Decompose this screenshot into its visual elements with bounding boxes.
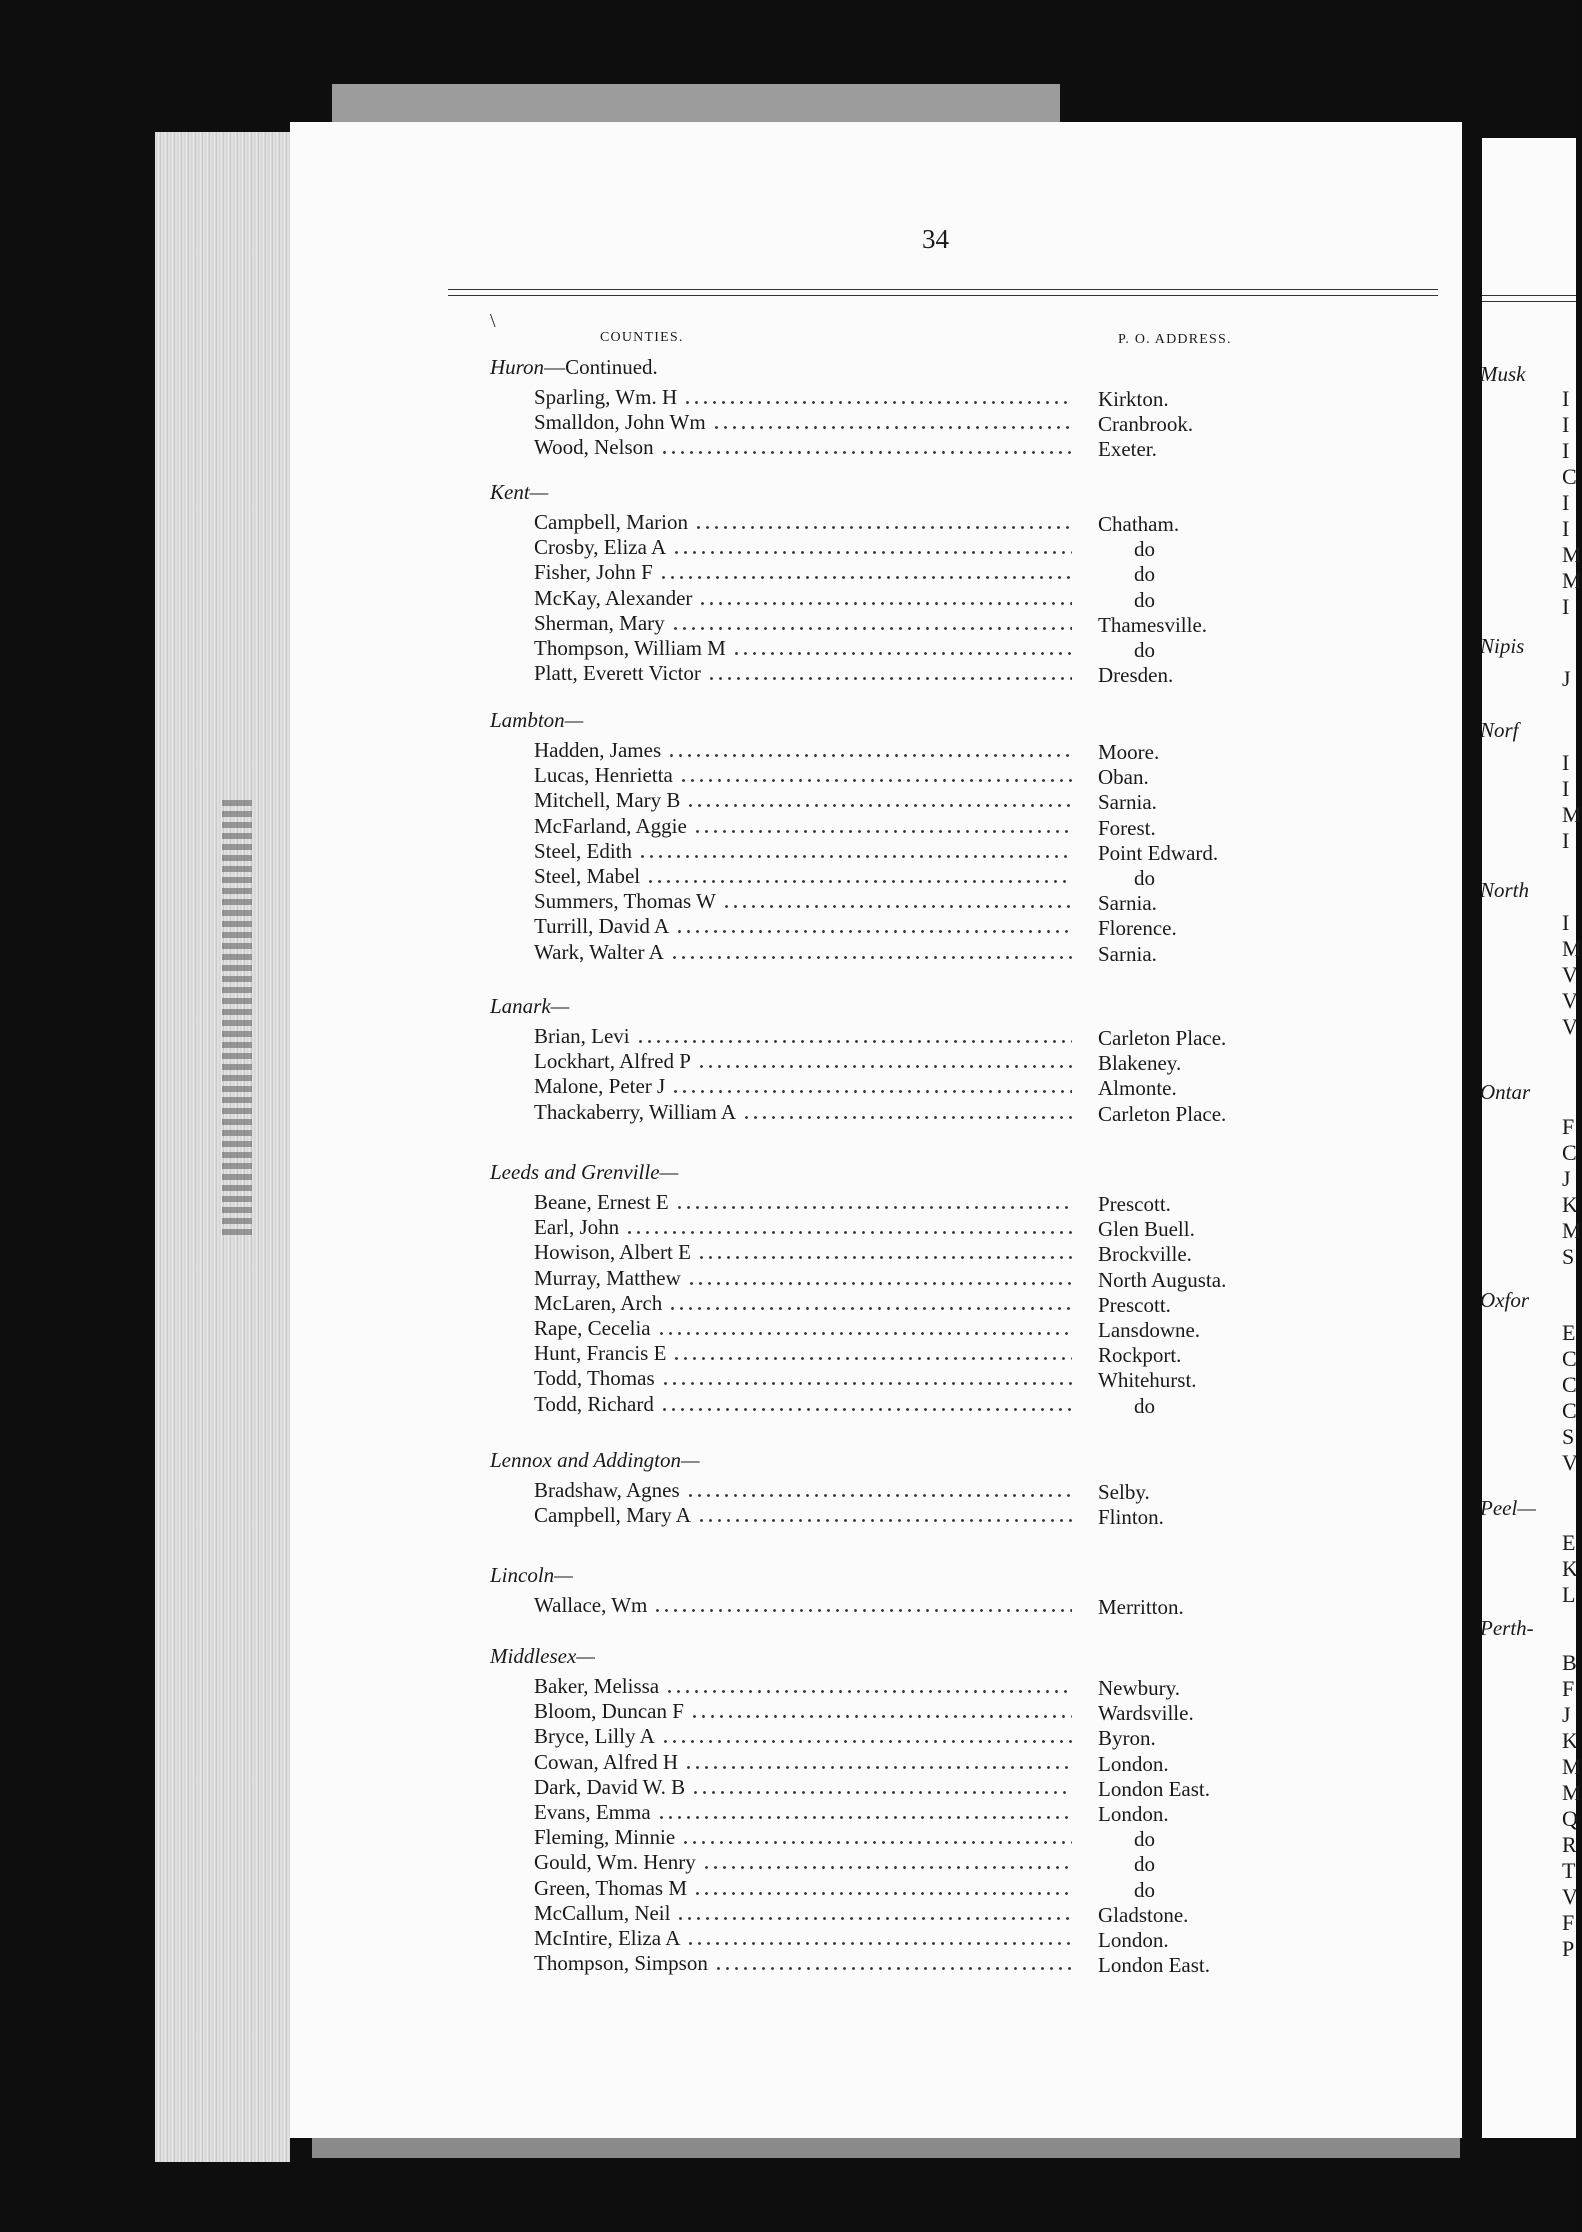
list-item <box>534 510 1080 535</box>
dot-leader <box>686 1942 1072 1945</box>
list-item <box>534 864 1080 889</box>
po-address: do <box>1134 562 1155 587</box>
teacher-name: Campbell, Marion <box>534 510 688 534</box>
teacher-name: McLaren, Arch <box>534 1290 663 1315</box>
county-continued: —Continued. <box>544 355 658 379</box>
dot-leader <box>657 1816 1072 1819</box>
list-item <box>534 1699 1080 1724</box>
dot-leader <box>636 1040 1072 1043</box>
adjacent-entry-initial: M <box>1562 936 1582 961</box>
list-item <box>534 1316 1080 1341</box>
adjacent-county-heading: Musk <box>1480 362 1526 386</box>
po-address: Newbury. <box>1098 1676 1181 1700</box>
adjacent-entry-initial: I <box>1562 516 1570 541</box>
list-item <box>534 814 1080 839</box>
county-heading <box>490 1563 573 1588</box>
dot-leader <box>732 652 1072 655</box>
adjacent-entry-initial: V <box>1562 1014 1578 1039</box>
dot-leader <box>671 1090 1072 1093</box>
po-address: do <box>1134 537 1155 562</box>
dot-leader <box>714 1967 1072 1970</box>
dot-leader <box>660 1408 1072 1411</box>
list-item <box>534 914 1080 939</box>
adjacent-entry-initial: I <box>1562 594 1570 619</box>
adjacent-entry-initial: V <box>1562 988 1578 1013</box>
list-item <box>534 1190 1080 1215</box>
adjacent-entry-initial: C <box>1562 464 1577 489</box>
adjacent-header-rule <box>1482 295 1576 296</box>
teacher-name: Evans, Emma <box>534 1800 651 1824</box>
dot-leader <box>693 1892 1072 1895</box>
teacher-name: Lockhart, Alfred P <box>534 1049 691 1074</box>
po-address: Prescott. <box>1098 1292 1171 1317</box>
adjacent-header-rule <box>1482 301 1576 302</box>
list-item <box>534 385 1080 410</box>
po-address: Lansdowne. <box>1098 1318 1201 1342</box>
dot-leader <box>653 1609 1072 1612</box>
header-rule <box>448 289 1438 290</box>
county-heading <box>490 1644 595 1669</box>
po-address: Point Edward. <box>1098 840 1219 865</box>
page-number: 34 <box>922 224 949 254</box>
adjacent-entry-initial: S <box>1562 1244 1575 1269</box>
teacher-name: Rape, Cecelia <box>534 1316 651 1340</box>
po-address: Flinton. <box>1098 1505 1164 1530</box>
adjacent-entry-initial: R <box>1562 1832 1577 1857</box>
teacher-name: Campbell, Mary A <box>534 1503 691 1528</box>
po-address: Florence. <box>1098 916 1177 941</box>
list-item <box>534 1593 1080 1618</box>
adjacent-entry-initial: Q <box>1562 1806 1578 1831</box>
list-item <box>534 586 1080 611</box>
adjacent-entry-initial: L <box>1562 1582 1576 1607</box>
adjacent-county-heading: North <box>1480 878 1530 902</box>
dot-leader <box>659 576 1072 579</box>
list-item <box>534 788 1080 813</box>
list-item <box>534 1926 1080 1951</box>
adjacent-county-heading: Oxfor <box>1480 1288 1529 1312</box>
po-address: Carleton Place. <box>1098 1026 1227 1050</box>
adjacent-entry-initial: I <box>1562 412 1570 437</box>
county-name: Leeds and Grenville— <box>490 1160 679 1184</box>
po-address: Whitehurst. <box>1098 1368 1197 1393</box>
dot-leader <box>661 1740 1072 1743</box>
list-item <box>534 1724 1080 1749</box>
list-item <box>534 560 1080 585</box>
adjacent-entry-initial: I <box>1562 750 1570 775</box>
po-address: North Augusta. <box>1098 1267 1227 1292</box>
list-item <box>534 1503 1080 1528</box>
dot-leader <box>679 779 1072 782</box>
list-item <box>534 839 1080 864</box>
county-name: Middlesex— <box>490 1644 595 1668</box>
po-address: London. <box>1098 1928 1169 1952</box>
list-item <box>534 1901 1080 1926</box>
library-stamp <box>222 800 252 1240</box>
scan-strip-top <box>332 84 1060 124</box>
adjacent-county-heading: Perth- <box>1480 1616 1534 1640</box>
adjacent-entry-initial: M <box>1562 542 1582 567</box>
dot-leader <box>675 1206 1072 1209</box>
teacher-name: Thackaberry, William A <box>534 1099 737 1124</box>
counties-header: COUNTIES. <box>600 330 684 345</box>
po-address: London East. <box>1098 1953 1210 1978</box>
teacher-name: Cowan, Alfred H <box>534 1749 679 1774</box>
teacher-name: Fleming, Minnie <box>534 1825 676 1850</box>
adjacent-entry-initial: M <box>1562 1780 1582 1805</box>
list-item <box>534 1850 1080 1875</box>
adjacent-entry-initial: M <box>1562 1754 1582 1779</box>
adjacent-entry-initial: C <box>1562 1398 1577 1423</box>
list-item <box>534 889 1080 914</box>
teacher-name: Fisher, John F <box>534 560 653 585</box>
teacher-name: Baker, Melissa <box>534 1674 660 1698</box>
list-item <box>534 738 1080 763</box>
list-item <box>534 1291 1080 1316</box>
list-item <box>534 763 1080 788</box>
dot-leader <box>684 1766 1072 1769</box>
adjacent-entry-initial: I <box>1562 828 1570 853</box>
adjacent-entry-initial: V <box>1562 1450 1578 1475</box>
adjacent-entry-initial: C <box>1562 1346 1577 1371</box>
pencil-mark: \ <box>490 310 496 332</box>
adjacent-entry-initial: I <box>1562 386 1570 411</box>
po-address: Chatham. <box>1098 512 1180 536</box>
adjacent-entry-initial: M <box>1562 1218 1582 1243</box>
adjacent-entry-initial: F <box>1562 1910 1575 1935</box>
teacher-name: Beane, Ernest E <box>534 1190 669 1214</box>
county-name: Lincoln— <box>490 1563 573 1587</box>
teacher-name: Hadden, James <box>534 738 662 762</box>
po-address: do <box>1134 1877 1155 1902</box>
po-address: Oban. <box>1098 765 1149 790</box>
teacher-name: Wark, Walter A <box>534 939 664 964</box>
po-address: Almonte. <box>1098 1076 1177 1101</box>
dot-leader <box>683 401 1072 404</box>
list-item <box>534 1240 1080 1265</box>
adjacent-entry-initial: V <box>1562 962 1578 987</box>
adjacent-entry-initial: I <box>1562 438 1570 463</box>
teacher-name: Bloom, Duncan F <box>534 1699 684 1724</box>
dot-leader <box>681 1841 1072 1844</box>
dot-leader <box>691 1791 1072 1794</box>
po-address: do <box>1134 1827 1155 1852</box>
adjacent-entry-initial: S <box>1562 1424 1575 1449</box>
teacher-name: McCallum, Neil <box>534 1900 671 1925</box>
teacher-name: Hunt, Francis E <box>534 1341 667 1366</box>
list-item <box>534 636 1080 661</box>
teacher-name: McIntire, Eliza A <box>534 1926 681 1950</box>
adjacent-entry-initial: F <box>1562 1114 1575 1139</box>
list-item <box>534 1392 1080 1417</box>
po-address: Byron. <box>1098 1726 1156 1751</box>
list-item <box>534 1100 1080 1125</box>
list-item <box>534 1266 1080 1291</box>
adjacent-page <box>1480 138 1582 2138</box>
teacher-name: Steel, Edith <box>534 838 632 863</box>
adjacent-entry-initial: E <box>1562 1320 1576 1345</box>
dot-leader <box>676 1917 1072 1920</box>
list-item <box>534 661 1080 686</box>
teacher-name: McKay, Alexander <box>534 585 693 610</box>
adjacent-entry-initial: M <box>1562 802 1582 827</box>
po-address: Sarnia. <box>1098 941 1157 966</box>
adjacent-entry-initial: J <box>1562 666 1571 691</box>
po-address: do <box>1134 1393 1155 1418</box>
list-item <box>534 1951 1080 1976</box>
adjacent-county-heading: Ontar <box>1480 1080 1531 1104</box>
adjacent-entry-initial: K <box>1562 1728 1578 1753</box>
po-address: London. <box>1098 1802 1169 1826</box>
adjacent-entry-initial: J <box>1562 1702 1571 1727</box>
list-item <box>534 1366 1080 1391</box>
dot-leader <box>702 1866 1072 1869</box>
adjacent-county-heading: Peel— <box>1480 1496 1536 1520</box>
dot-leader <box>646 880 1072 883</box>
po-address: Exeter. <box>1098 437 1157 462</box>
list-item <box>534 1074 1080 1099</box>
dot-leader <box>722 905 1072 908</box>
list-item <box>534 1341 1080 1366</box>
list-item <box>534 1215 1080 1240</box>
dot-leader <box>697 1065 1072 1068</box>
teacher-name: Sparling, Wm. H <box>534 385 678 409</box>
dot-leader <box>707 677 1072 680</box>
po-address: Prescott. <box>1098 1192 1171 1216</box>
list-item <box>534 1024 1080 1049</box>
list-item <box>534 410 1080 435</box>
county-heading <box>490 480 548 505</box>
county-name: Huron <box>490 355 545 379</box>
adjacent-entry-initial: J <box>1562 1166 1571 1191</box>
dot-leader <box>690 1715 1072 1718</box>
scan-strip-bottom <box>312 2136 1460 2158</box>
teacher-name: Wood, Nelson <box>534 435 654 460</box>
county-heading <box>490 1448 700 1473</box>
po-address: Gladstone. <box>1098 1902 1189 1927</box>
dot-leader <box>668 1307 1072 1310</box>
teacher-name: Murray, Matthew <box>534 1265 681 1290</box>
dot-leader <box>625 1231 1072 1234</box>
county-heading <box>490 1160 678 1185</box>
list-item <box>534 1674 1080 1699</box>
adjacent-entry-initial: C <box>1562 1140 1577 1165</box>
adjacent-entry-initial: I <box>1562 910 1570 935</box>
list-item <box>534 1049 1080 1074</box>
adjacent-entry-initial: E <box>1562 1530 1576 1555</box>
dot-leader <box>712 426 1072 429</box>
dot-leader <box>670 956 1072 959</box>
teacher-name: Mitchell, Mary B <box>534 788 681 813</box>
list-item <box>534 1750 1080 1775</box>
teacher-name: Platt, Everett Victor <box>534 661 701 686</box>
teacher-name: Gould, Wm. Henry <box>534 1850 696 1875</box>
dot-leader <box>698 602 1072 605</box>
po-address: Rockport. <box>1098 1343 1182 1368</box>
list-item <box>534 1825 1080 1850</box>
po-address-header: P. O. ADDRESS. <box>1118 332 1232 347</box>
list-item <box>534 1775 1080 1800</box>
adjacent-entry-initial: F <box>1562 1676 1575 1701</box>
dot-leader <box>686 804 1072 807</box>
adjacent-county-heading: Norf <box>1480 718 1519 742</box>
teacher-name: Sherman, Mary <box>534 610 665 635</box>
teacher-name: Todd, Thomas <box>534 1366 655 1391</box>
dot-leader <box>686 1494 1072 1497</box>
dot-leader <box>671 627 1072 630</box>
adjacent-entry-initial: V <box>1562 1884 1578 1909</box>
county-name: Lanark— <box>490 994 570 1018</box>
po-address: Carleton Place. <box>1098 1101 1227 1126</box>
po-address: Merritton. <box>1098 1595 1184 1619</box>
po-address: Wardsville. <box>1098 1701 1194 1726</box>
dot-leader <box>657 1332 1072 1335</box>
dot-leader <box>672 551 1072 554</box>
list-item <box>534 1876 1080 1901</box>
adjacent-county-heading: Nipis <box>1480 634 1525 658</box>
list-item <box>534 1478 1080 1503</box>
po-address: Dresden. <box>1098 663 1174 688</box>
dot-leader <box>693 830 1072 833</box>
teacher-name: Dark, David W. B <box>534 1774 686 1799</box>
county-name: Lennox and Addington— <box>490 1448 700 1472</box>
county-heading <box>490 355 658 380</box>
list-item <box>534 435 1080 460</box>
dot-leader <box>661 1382 1072 1385</box>
county-heading <box>490 994 569 1019</box>
po-address: Sarnia. <box>1098 891 1157 916</box>
po-address: do <box>1134 587 1155 612</box>
teacher-name: Summers, Thomas W <box>534 889 716 914</box>
po-address: do <box>1134 638 1155 662</box>
dot-leader <box>697 1519 1072 1522</box>
adjacent-entry-initial: T <box>1562 1858 1576 1883</box>
po-address: London. <box>1098 1751 1169 1776</box>
dot-leader <box>667 754 1072 757</box>
teacher-name: Green, Thomas M <box>534 1875 687 1900</box>
teacher-name: McFarland, Aggie <box>534 813 687 838</box>
teacher-name: Thompson, William M <box>534 636 726 660</box>
adjacent-entry-initial: B <box>1562 1650 1577 1675</box>
po-address: Thamesville. <box>1098 612 1208 637</box>
teacher-name: Bryce, Lilly A <box>534 1724 655 1749</box>
po-address: Sarnia. <box>1098 790 1157 815</box>
adjacent-entry-initial: I <box>1562 490 1570 515</box>
dot-leader <box>694 526 1072 529</box>
dot-leader <box>687 1282 1072 1285</box>
county-name: Kent— <box>490 480 549 504</box>
teacher-name: Wallace, Wm <box>534 1593 648 1617</box>
list-item <box>534 611 1080 636</box>
po-address: Cranbrook. <box>1098 412 1194 437</box>
po-address: do <box>1134 1852 1155 1877</box>
teacher-name: Howison, Albert E <box>534 1240 691 1265</box>
list-item <box>534 940 1080 965</box>
po-address: Glen Buell. <box>1098 1217 1195 1242</box>
teacher-name: Todd, Richard <box>534 1391 654 1416</box>
dot-leader <box>660 451 1072 454</box>
dot-leader <box>675 930 1072 933</box>
teacher-name: Brian, Levi <box>534 1024 630 1048</box>
teacher-name: Steel, Mabel <box>534 864 641 888</box>
teacher-name: Thompson, Simpson <box>534 1951 708 1976</box>
adjacent-entry-initial: P <box>1562 1936 1575 1961</box>
po-address: Brockville. <box>1098 1242 1192 1267</box>
header-rule <box>448 295 1438 296</box>
dot-leader <box>697 1256 1072 1259</box>
po-address: Kirkton. <box>1098 387 1169 411</box>
teacher-name: Smalldon, John Wm <box>534 410 706 435</box>
teacher-name: Crosby, Eliza A <box>534 535 667 560</box>
po-address: Forest. <box>1098 815 1156 840</box>
adjacent-entry-initial: M <box>1562 568 1582 593</box>
adjacent-entry-initial: K <box>1562 1556 1578 1581</box>
dot-leader <box>672 1357 1072 1360</box>
teacher-name: Earl, John <box>534 1215 620 1240</box>
dot-leader <box>665 1690 1072 1693</box>
po-address: Selby. <box>1098 1480 1150 1504</box>
dot-leader <box>638 855 1072 858</box>
adjacent-entry-initial: I <box>1562 776 1570 801</box>
po-address: Blakeney. <box>1098 1051 1182 1076</box>
teacher-name: Lucas, Henrietta <box>534 763 673 788</box>
county-name: Lambton— <box>490 708 584 732</box>
adjacent-entry-initial: C <box>1562 1372 1577 1397</box>
teacher-name: Malone, Peter J <box>534 1074 666 1099</box>
po-address: do <box>1134 866 1155 890</box>
list-item <box>534 1800 1080 1825</box>
po-address: Moore. <box>1098 740 1160 764</box>
teacher-name: Turrill, David A <box>534 914 670 939</box>
list-item <box>534 535 1080 560</box>
teacher-name: Bradshaw, Agnes <box>534 1478 680 1502</box>
po-address: London East. <box>1098 1776 1210 1801</box>
adjacent-entry-initial: K <box>1562 1192 1578 1217</box>
dot-leader <box>742 1116 1072 1119</box>
county-heading <box>490 708 583 733</box>
